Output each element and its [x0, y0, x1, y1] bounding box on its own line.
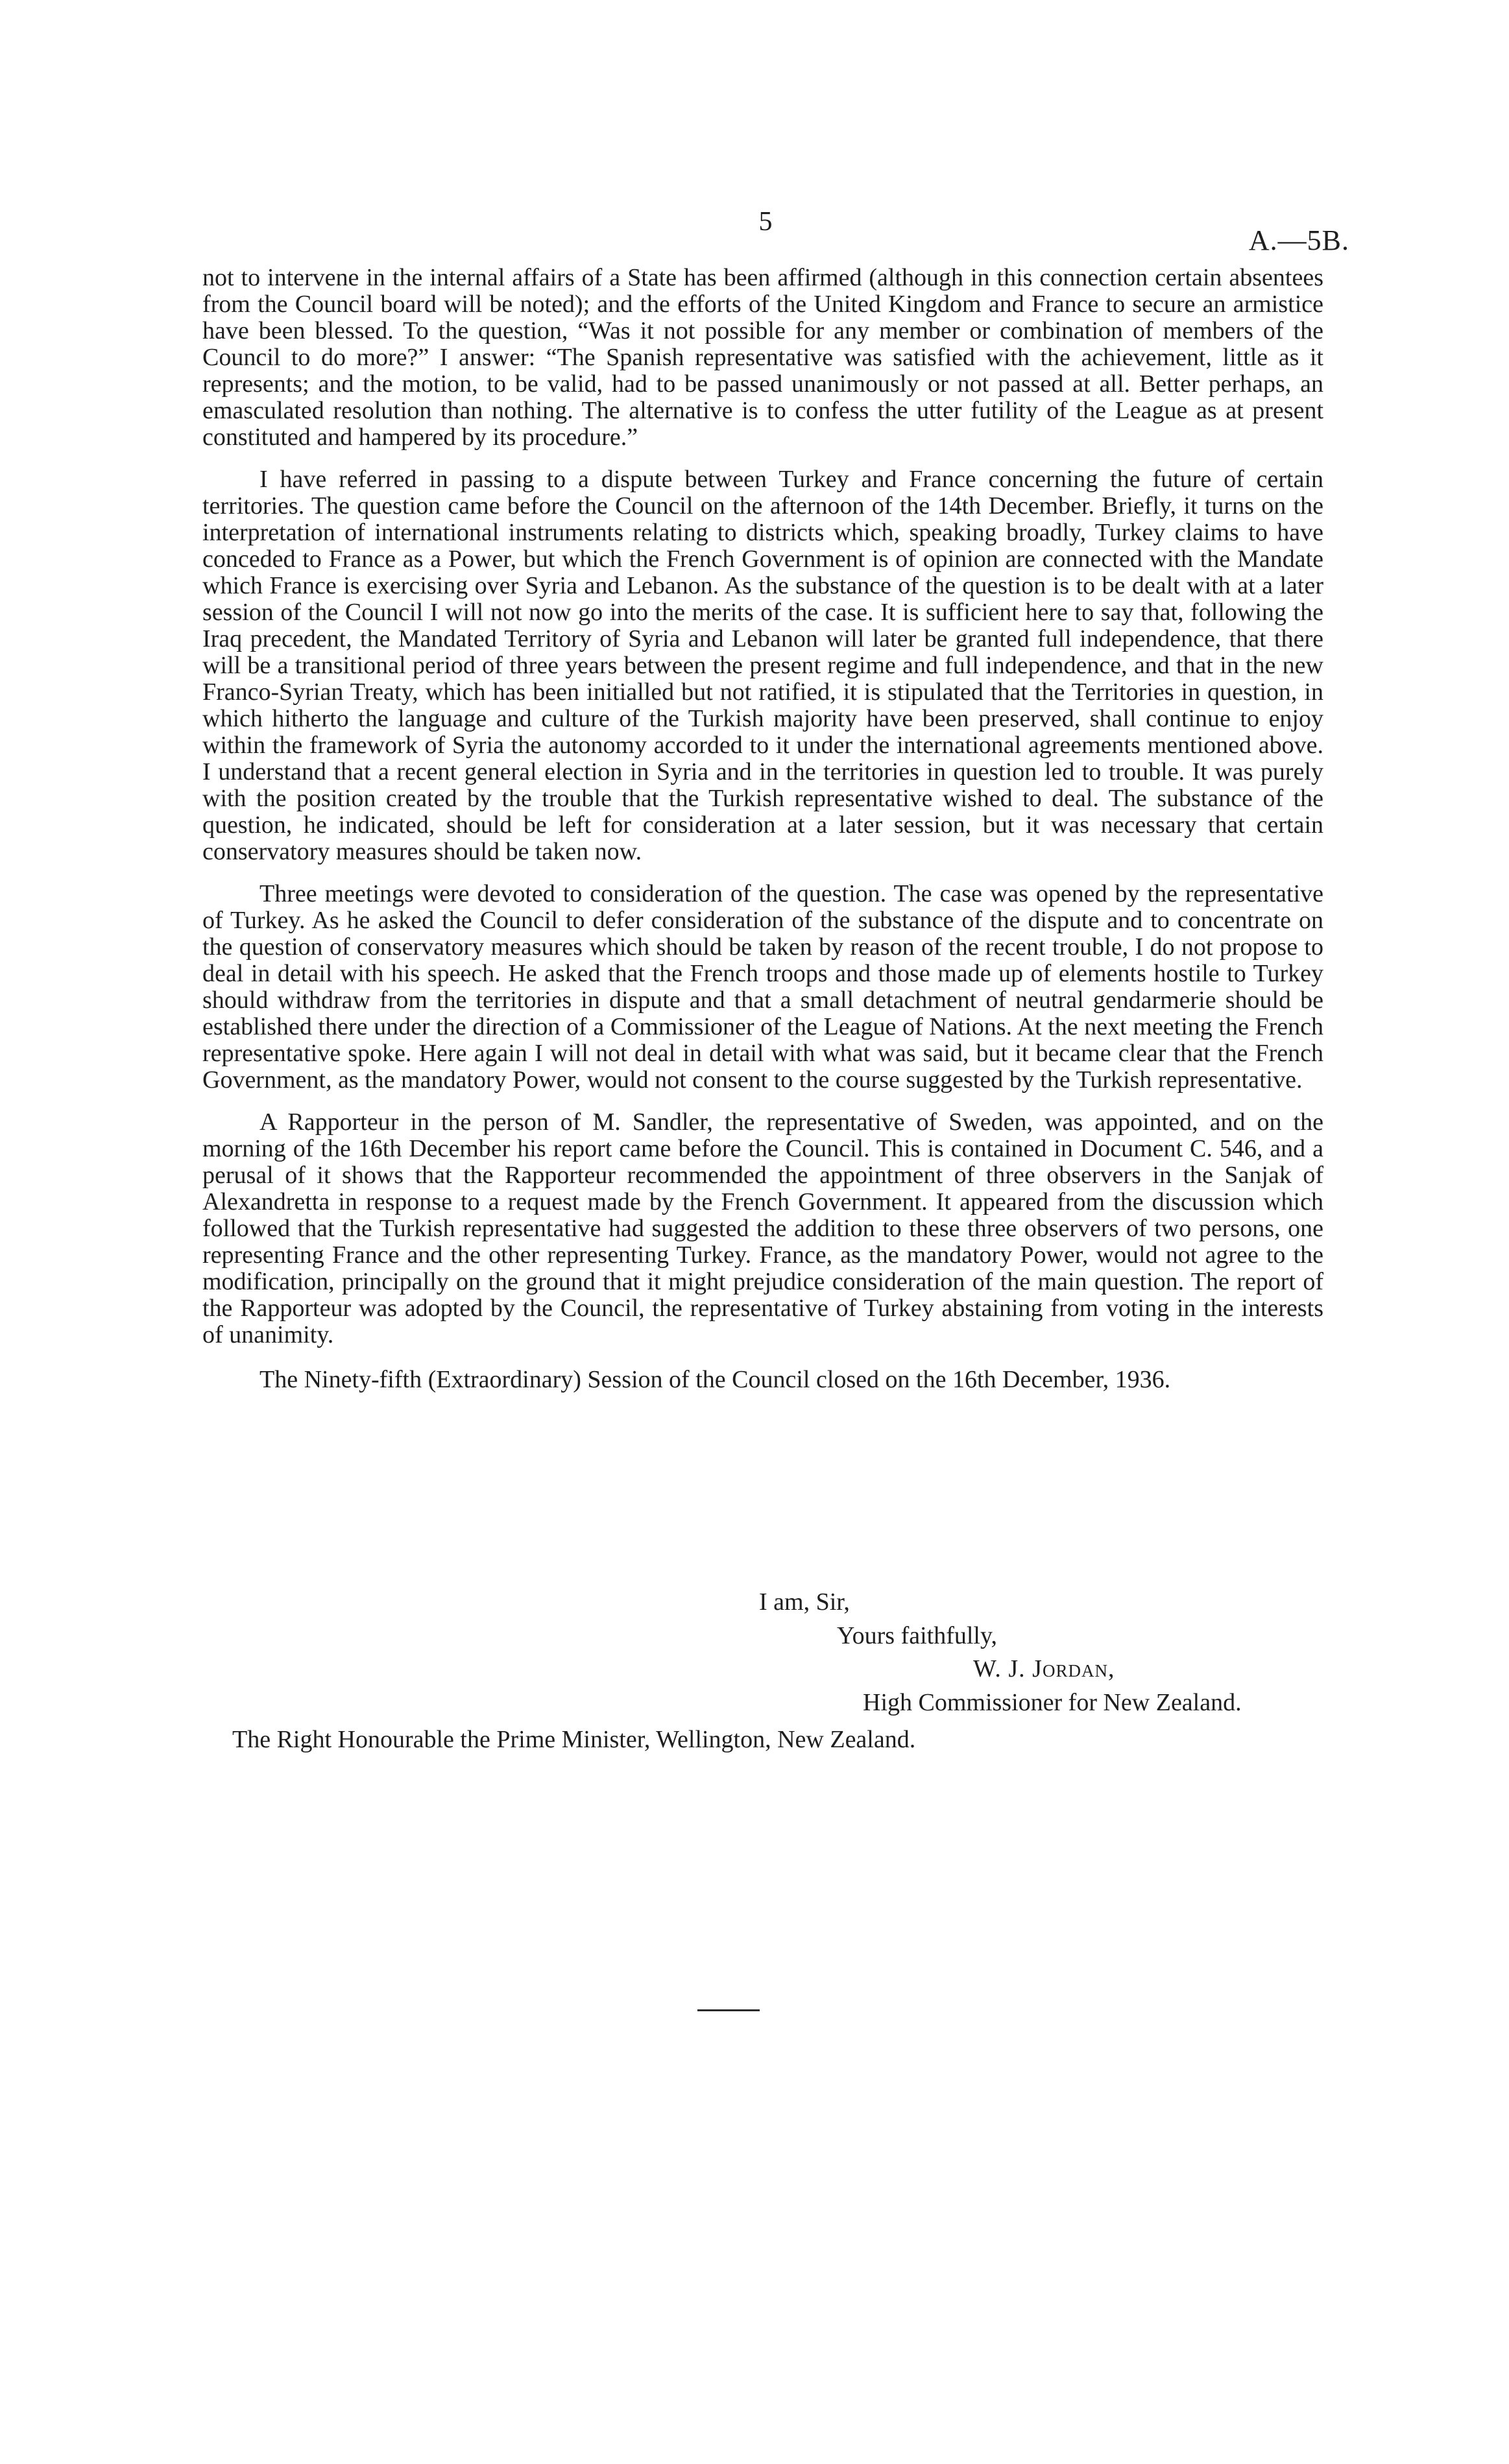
signatory-title: High Commissioner for New Zealand.: [863, 1689, 1242, 1716]
paragraph-turkey-france-dispute: I have referred in passing to a dispute between Turkey and France concerning the future of certain territories. The question came before the Council on the afternoon of the 14th December. Briefly, it turns on the interpretation of international instruments relating to districts which, speaking broadly, Turkey claims to have conceded to France as a Power, but which the French Government is of opinion are connected with the Mandate which France is exercising over Syria and Lebanon. As the substance of the question is to be dealt with at a later session of the Council I will not now go into the merits of the case. It is sufficient here to say that, following the Iraq precedent, the Mandated Territory of Syria and Lebanon will later be granted full independence, that there will be a transitional period of three years between the present regime and full independence, and that in the new Franco-Syrian Treaty, which has been initialled but not ratified, it is stipulated that the Territories in question, in which hitherto the language and culture of the Turkish majority have been preserved, shall continue to enjoy within the framework of Syria the autonomy accorded to it under the international agreements mentioned above. I understand that a recent general election in Syria and in the territories in question led to trouble. It was purely with the position created by the trouble that the Turkish representative wished to deal. The substance of the question, he indicated, should be left for consideration at a later session, but it was necessary that certain conservatory measures should be taken now.: [202, 466, 1323, 865]
paragraph-rapporteur: A Rapporteur in the person of M. Sandler, the representative of Sweden, was appointed, and on the morning of the 16th December his report came before the Council. This is contained in Document C. 546, and a perusal of it shows that the Rapporteur recommended the appointment of three observers in the Sanjak of Alexandretta in response to a request made by the French Government. It appeared from the discussion which followed that the Turkish representative had suggested the addition to these three observers of two persons, one representing France and the other representing Turkey. France, as the mandatory Power, would not agree to the modification, principally on the ground that it might prejudice consideration of the main question. The report of the Rapporteur was adopted by the Council, the representative of Turkey abstaining from voting in the interests of unanimity.: [202, 1108, 1323, 1348]
paragraph-continuation: not to intervene in the internal affairs of a State has been affirmed (although in this connection certain absentees from the Council board will be noted); and the efforts of the United Kingdom and France to secure an armistice have been blessed. To the question, “Was it not possible for any member or combination of members of the Council to do more?” I answer: “The Spanish representative was satisfied with the achievement, little as it represents; and the motion, to be valid, had to be passed unanimously or not passed at all. Better perhaps, an emasculated resolution than nothing. The alternative is to confess the utter futility of the League as at present constituted and hampered by its procedure.”: [202, 264, 1323, 451]
signatory-name: W. J. Jordan,: [973, 1655, 1115, 1682]
letter-body: [202, 265, 1323, 1393]
salutation: I am, Sir,: [759, 1588, 850, 1616]
page-number: 5: [758, 207, 773, 237]
footer-rule: [697, 2009, 760, 2011]
closing: Yours faithfully,: [837, 1622, 998, 1649]
addressee: The Right Honourable the Prime Minister, Wellington, New Zealand.: [232, 1726, 916, 1753]
paragraph-three-meetings: Three meetings were devoted to consideration of the question. The case was opened by the representative of Turkey. As he asked the Council to defer consideration of the substance of the dispute and to concentrate on the question of conservatory measures which should be taken by reason of the recent trouble, I do not propose to deal in detail with his speech. He asked that the French troops and those made up of elements hostile to Turkey should withdraw from the territories in dispute and that a small detachment of neutral gendarmerie should be established there under the direction of a Commissioner of the League of Nations. At the next meeting the French representative spoke. Here again I will not deal in detail with what was said, but it became clear that the French Government, as the mandatory Power, would not consent to the course suggested by the Turkish representative.: [202, 880, 1323, 1094]
document-reference: A.—5B.: [1248, 224, 1349, 256]
paragraph-session-closed: The Ninety-fifth (Extraordinary) Session of the Council closed on the 16th December, 1936.: [260, 1366, 1171, 1393]
